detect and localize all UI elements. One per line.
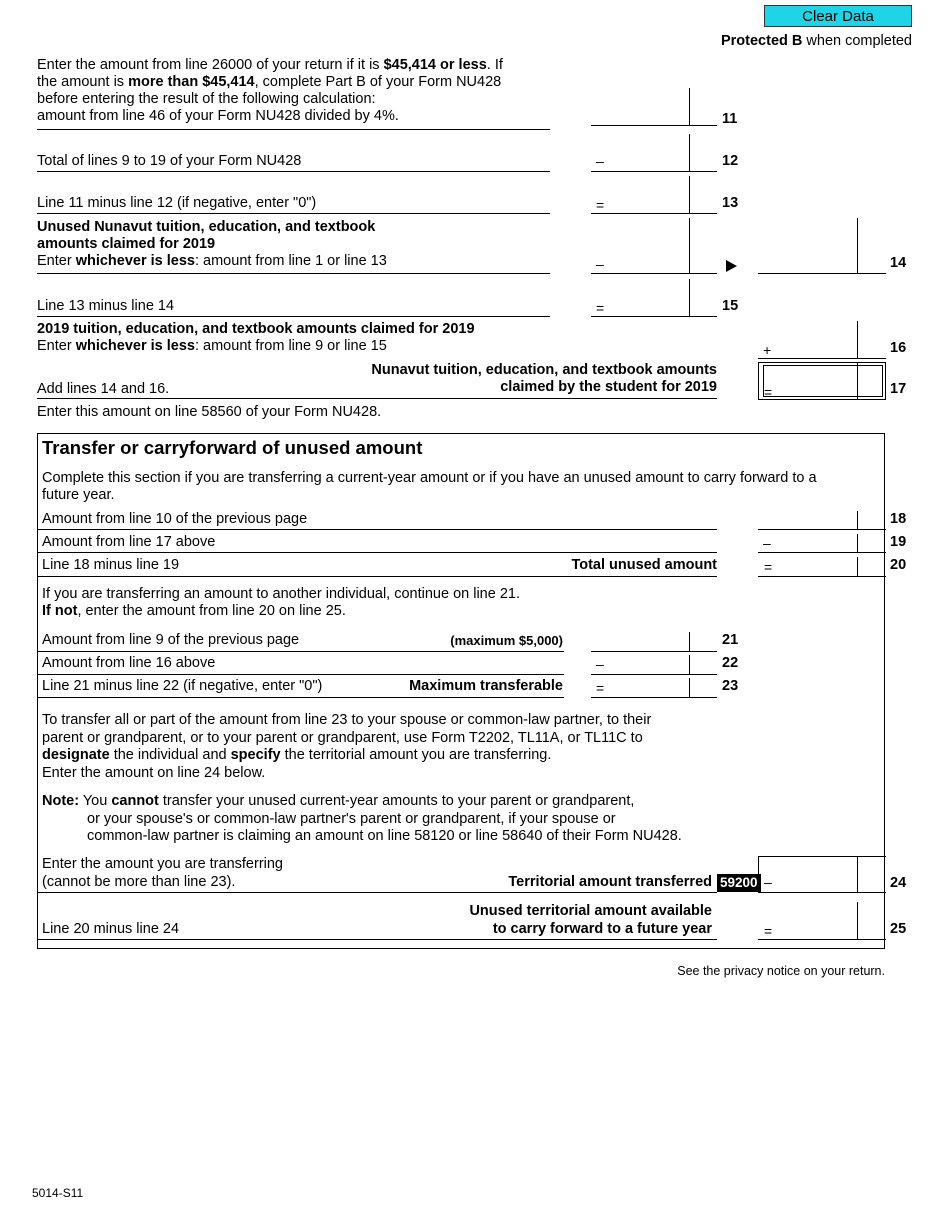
line24-description: [42, 856, 283, 891]
line13-number: 13: [722, 195, 739, 211]
line12-amount-input[interactable]: [608, 142, 720, 170]
line16-plus-sign: +: [763, 342, 772, 358]
clear-data-button[interactable]: Clear Data: [764, 5, 912, 27]
line11-bold-1: $45,414 or less: [383, 57, 487, 73]
line23-amount-input[interactable]: [608, 677, 690, 697]
line12-rule: [37, 171, 550, 172]
line15-rule: [37, 316, 550, 317]
line23-number: 23: [722, 678, 739, 694]
line11-text-6: amount from line 46 of your Form NU428 divided by 4%.: [37, 108, 399, 124]
right-arrow-icon: [726, 260, 737, 272]
line24-rule: [37, 892, 717, 893]
line14-rule: [37, 273, 550, 274]
maximum-transferable-label: Maximum transferable: [409, 678, 563, 694]
line16-bold-2: whichever is less: [75, 338, 195, 354]
line25-amount-input[interactable]: [776, 910, 858, 938]
line14-left-amount-input[interactable]: [608, 242, 720, 270]
line13-input-underline: [591, 213, 717, 214]
section-title: Transfer or carryforward of unused amount: [42, 437, 423, 458]
line24-number: 24: [890, 875, 907, 891]
line25-label-2: to carry forward to a future year: [492, 920, 712, 937]
transfer-instruction-1: If you are transferring an amount to another individual, continue on line 21.: [42, 586, 520, 602]
line18-amount-input[interactable]: [776, 510, 858, 530]
transfer-paragraph-3a: the individual and: [109, 747, 231, 763]
line23-input-underline: [591, 697, 717, 698]
line15-amount-input[interactable]: [608, 287, 720, 315]
line23-rule: [37, 697, 564, 698]
line21-input-underline: [591, 651, 717, 652]
line19-description: Amount from line 17 above: [42, 534, 216, 550]
line20-equals-sign: =: [764, 559, 773, 575]
section-intro-2: future year.: [42, 487, 115, 503]
maximum-5000-label: (maximum $5,000): [450, 633, 563, 648]
line14-right-amount-input[interactable]: [760, 242, 888, 270]
line16-amount-input[interactable]: [776, 329, 860, 357]
line11-text-4: , complete Part B of your Form NU428: [254, 74, 502, 90]
line17-number: 17: [890, 381, 907, 397]
unused-territorial-amount-label: [469, 903, 712, 938]
line11-description: [37, 57, 503, 125]
line25-number: 25: [890, 921, 907, 937]
line17-amount-input[interactable]: [776, 368, 858, 396]
line16-bold-1: 2019 tuition, education, and textbook amounts claimed for 2019: [37, 321, 475, 337]
line17-rule: [37, 398, 717, 399]
line13-equals-sign: =: [596, 197, 605, 213]
line24-amount-input[interactable]: [776, 862, 858, 890]
line14-minus-sign: –: [596, 256, 604, 272]
protected-b-label: [721, 33, 912, 49]
transfer-paragraph-1: To transfer all or part of the amount from line 23 to your spouse or common-law partner, to their: [42, 712, 652, 728]
line15-equals-sign: =: [596, 300, 605, 316]
line14-text-2: : amount from line 1 or line 13: [194, 253, 387, 269]
line22-number: 22: [722, 655, 739, 671]
note-text-1a: You: [79, 793, 112, 809]
designate-bold: designate: [42, 747, 110, 763]
transfer-paragraph-2: parent or grandparent, or to your parent or grandparent, use Form T2202, TL11A, or TL11C to: [42, 729, 643, 746]
line23-equals-sign: =: [596, 680, 605, 696]
total-unused-amount-label: Total unused amount: [571, 557, 717, 573]
line16-text-1: Enter: [37, 338, 76, 354]
line11-rule: [37, 129, 550, 130]
line16-description: [37, 321, 475, 355]
section-intro-1: Complete this section if you are transferring a current-year amount or if you have an unused amount to carry forward to a: [42, 470, 817, 486]
line15-number: 15: [722, 298, 739, 314]
line18-description: Amount from line 10 of the previous page: [42, 511, 308, 527]
line16-text-2: : amount from line 9 or line 15: [194, 338, 387, 354]
line25-equals-sign: =: [764, 923, 773, 939]
note-label: Note:: [42, 793, 80, 809]
line13-amount-input[interactable]: [608, 184, 720, 212]
specify-bold: specify: [230, 747, 281, 763]
line25-input-underline: [758, 939, 886, 940]
line21-rule: [37, 651, 564, 652]
line11-text-3: the amount is: [37, 74, 129, 90]
privacy-notice: See the privacy notice on your return.: [677, 964, 885, 978]
line19-minus-sign: –: [763, 535, 771, 551]
transfer-paragraph-3b: the territorial amount you are transferring.: [280, 747, 552, 763]
line24-text-2: (cannot be more than line 23).: [42, 873, 236, 890]
line20-description: Line 18 minus line 19: [42, 557, 180, 573]
note-text-3: common-law partner is claiming an amount on line 58120 or line 58640 of their Form NU428.: [87, 828, 682, 844]
line22-rule: [37, 674, 564, 675]
line14-description: [37, 219, 387, 270]
line11-text-1: Enter the amount from line 26000 of your return if it is: [37, 57, 384, 73]
line11-text-5: before entering the result of the following calculation:: [37, 91, 376, 107]
form-code: 5014-S11: [32, 1186, 84, 1200]
line12-minus-sign: –: [596, 153, 604, 169]
line13-rule: [37, 213, 550, 214]
line20-rule: [37, 576, 717, 577]
line20-amount-input[interactable]: [776, 556, 858, 576]
line25-description: Line 20 minus line 24: [42, 921, 180, 937]
line17-equals-sign: =: [764, 384, 773, 400]
line20-number: 20: [890, 557, 907, 573]
line23-description: Line 21 minus line 22 (if negative, enter "0"): [42, 678, 323, 694]
line11-bold-2: more than $45,414: [128, 74, 255, 90]
line21-amount-input[interactable]: [608, 631, 690, 651]
line24-minus-sign: –: [764, 874, 772, 890]
transfer-paragraph: [42, 712, 651, 782]
territorial-amount-transferred-label: Territorial amount transferred: [508, 874, 712, 890]
line-code-59200: 59200: [717, 874, 761, 892]
line14-number: 14: [890, 255, 907, 271]
transfer-instructions: [42, 586, 520, 620]
line16-input-underline: [758, 358, 886, 359]
section-intro: [42, 470, 817, 504]
line11-text-2: . If: [486, 57, 503, 73]
line22-minus-sign: –: [596, 656, 604, 672]
line11-input-underline: [591, 125, 717, 126]
note-text-2: or your spouse's or common-law partner's parent or grandparent, if your spouse or: [87, 810, 616, 827]
line17-label-2: claimed by the student for 2019: [500, 379, 717, 395]
line11-number: 11: [722, 111, 738, 127]
line22-amount-input[interactable]: [608, 654, 690, 674]
line17-label: [371, 362, 717, 396]
line15-description: Line 13 minus line 14: [37, 298, 175, 314]
line25-label-1: Unused territorial amount available: [469, 903, 712, 919]
line11-amount-input[interactable]: [592, 96, 720, 124]
line17-label-1: Nunavut tuition, education, and textbook amounts: [371, 362, 717, 378]
transfer-paragraph-4: Enter the amount on line 24 below.: [42, 764, 266, 781]
line21-number: 21: [722, 632, 739, 648]
line12-input-underline: [591, 171, 717, 172]
line19-rule: [37, 552, 717, 553]
line24-text-1: Enter the amount you are transferring: [42, 856, 283, 872]
protected-b-bold: Protected B: [720, 33, 803, 49]
protected-b-rest: when completed: [802, 33, 912, 49]
line14-text-1: Enter: [37, 253, 76, 269]
line19-number: 19: [890, 534, 907, 550]
line17-description: Add lines 14 and 16.: [37, 381, 170, 397]
line22-input-underline: [591, 674, 717, 675]
line14-left-underline: [591, 273, 717, 274]
note-text-1b: transfer your unused current-year amounts to your parent or grandparent,: [158, 793, 635, 809]
line12-description: Total of lines 9 to 19 of your Form NU428: [37, 153, 302, 169]
transfer-instruction-bold: If not: [42, 603, 78, 619]
line19-amount-input[interactable]: [776, 533, 858, 553]
cannot-bold: cannot: [111, 793, 159, 809]
line18-rule: [37, 529, 717, 530]
line15-input-underline: [591, 316, 717, 317]
line14-bold-1: Unused Nunavut tuition, education, and textbook: [37, 219, 376, 235]
line16-number: 16: [890, 340, 907, 356]
line25-rule: [37, 939, 717, 940]
line22-description: Amount from line 16 above: [42, 655, 216, 671]
line20-input-underline: [758, 576, 886, 577]
line14-bold-2: amounts claimed for 2019: [37, 236, 216, 252]
line21-description: Amount from line 9 of the previous page: [42, 632, 300, 648]
line17-instruction: Enter this amount on line 58560 of your Form NU428.: [37, 404, 382, 420]
line13-description: Line 11 minus line 12 (if negative, enter "0"): [37, 195, 317, 211]
line12-number: 12: [722, 153, 739, 169]
line14-right-underline: [758, 273, 886, 274]
transfer-instruction-2: , enter the amount from line 20 on line 25.: [77, 603, 346, 619]
line14-bold-3: whichever is less: [75, 253, 195, 269]
line18-number: 18: [890, 511, 907, 527]
transfer-note: [42, 793, 682, 846]
